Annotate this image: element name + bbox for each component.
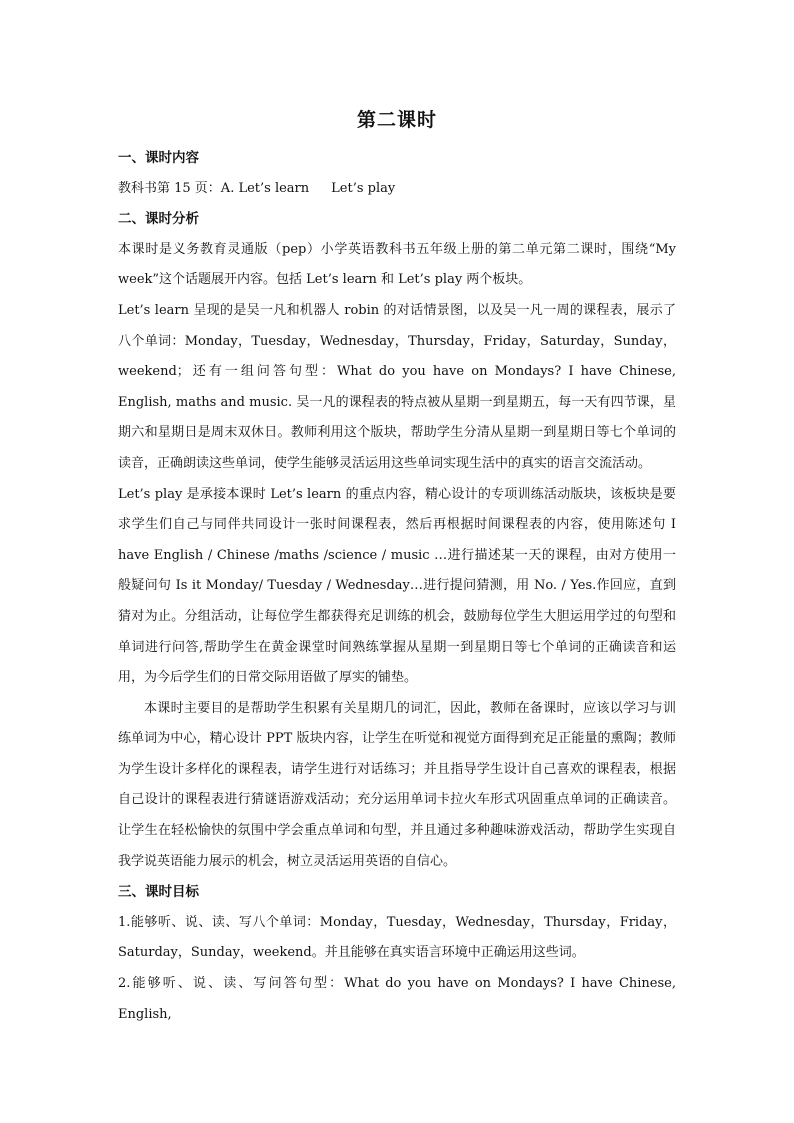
analysis-paragraph-4: 本课时主要目的是帮助学生积累有关星期几的词汇，因此，教师在备课时，应该以学习与训练单词为中心，精心设计 PPT 版块内容，让学生在听觉和视觉方面得到充足正能量的熏陶；教师为学生设计多样化的课程表，请学生进行对话练习；并且指导学生设计自己喜欢的课程表，根据自己设计的课程表进行猜谜语游戏活动；充分运用单词卡拉火车形式巩固重点单词的正确读音。让学生在轻松愉快的氛围中学会重点单词和句型，并且通过多种趣味游戏活动，帮助学生实现自我学说英语能力展示的机会，树立灵活运用英语的自信心。 bbox=[118, 700, 676, 869]
analysis-paragraph-3: Let’s play 是承接本课时 Let’s learn 的重点内容，精心设计的专项训练活动版块，该板块是要求学生们自己与同伴共同设计一张时间课程表，然后再根据时间课程表的内容，使用陈述句 I have English / Chinese /maths /science / music …进行描述某一天的课程，由对方使用一般疑问句 Is it Monday/ Tuesday / Wednesday…进行提问猜测，用 No. / Yes.作回应，直到猜对为止。分组活动，让每位学生都获得充足训练的机会，鼓励每位学生大胆运用学过的句型和单词进行问答,帮助学生在黄金课堂时间熟练掌握从星期一到星期日等七个单词的正确读音和运用，为今后学生们的日常交际用语做了厚实的铺垫。 bbox=[118, 486, 676, 686]
lesson-content-text bbox=[118, 174, 676, 205]
section-heading-lesson-content: 一、课时内容 bbox=[118, 150, 199, 166]
textbook-page-ref: 教科书第 15 页：A. Let’s learn bbox=[118, 180, 310, 196]
goal-item-1: 1.能够听、说、读、写八个单词：Monday，Tuesday，Wednesday，Thursday，Friday，Saturday，Sunday，weekend。并且能够在真实语言环境中正确运用这些词。 bbox=[118, 914, 676, 961]
page-title: 第二课时 bbox=[356, 109, 437, 131]
goal-item-2: 2.能够听、说、读、写问答句型：What do you have on Mondays? I have Chinese, English, bbox=[118, 976, 676, 1022]
document-body bbox=[118, 143, 676, 1030]
section-heading-lesson-goals: 三、课时目标 bbox=[118, 884, 199, 901]
analysis-paragraph-2: Let’s learn 呈现的是吴一凡和机器人 robin 的对话情景图，以及吴一凡一周的课程表，展示了八个单词：Monday，Tuesday，Wednesday，Thursday，Friday，Saturday，Sunday，weekend；还有一组问答句型：What do you have on Mondays? I have Chinese, English, maths and music. 吴一凡的课程表的特点被从星期一到星期五，每一天有四节课，星期六和星期日是周末双休日。教师利用这个版块，帮助学生分清从星期一到星期日等七个单词的读音，正确朗读这些单词，使学生能够灵活运用这些单词实现生活中的真实的语言交流活动。 bbox=[118, 302, 676, 471]
section-heading-lesson-analysis: 二、课时分析 bbox=[118, 211, 199, 228]
analysis-paragraph-1: 本课时是义务教育灵通版（pep）小学英语教科书五年级上册的第二单元第二课时，围绕“My week”这个话题展开内容。包括 Let’s learn 和 Let’s play 两个板块。 bbox=[118, 241, 676, 288]
lets-play-ref: Let’s play bbox=[331, 180, 396, 196]
